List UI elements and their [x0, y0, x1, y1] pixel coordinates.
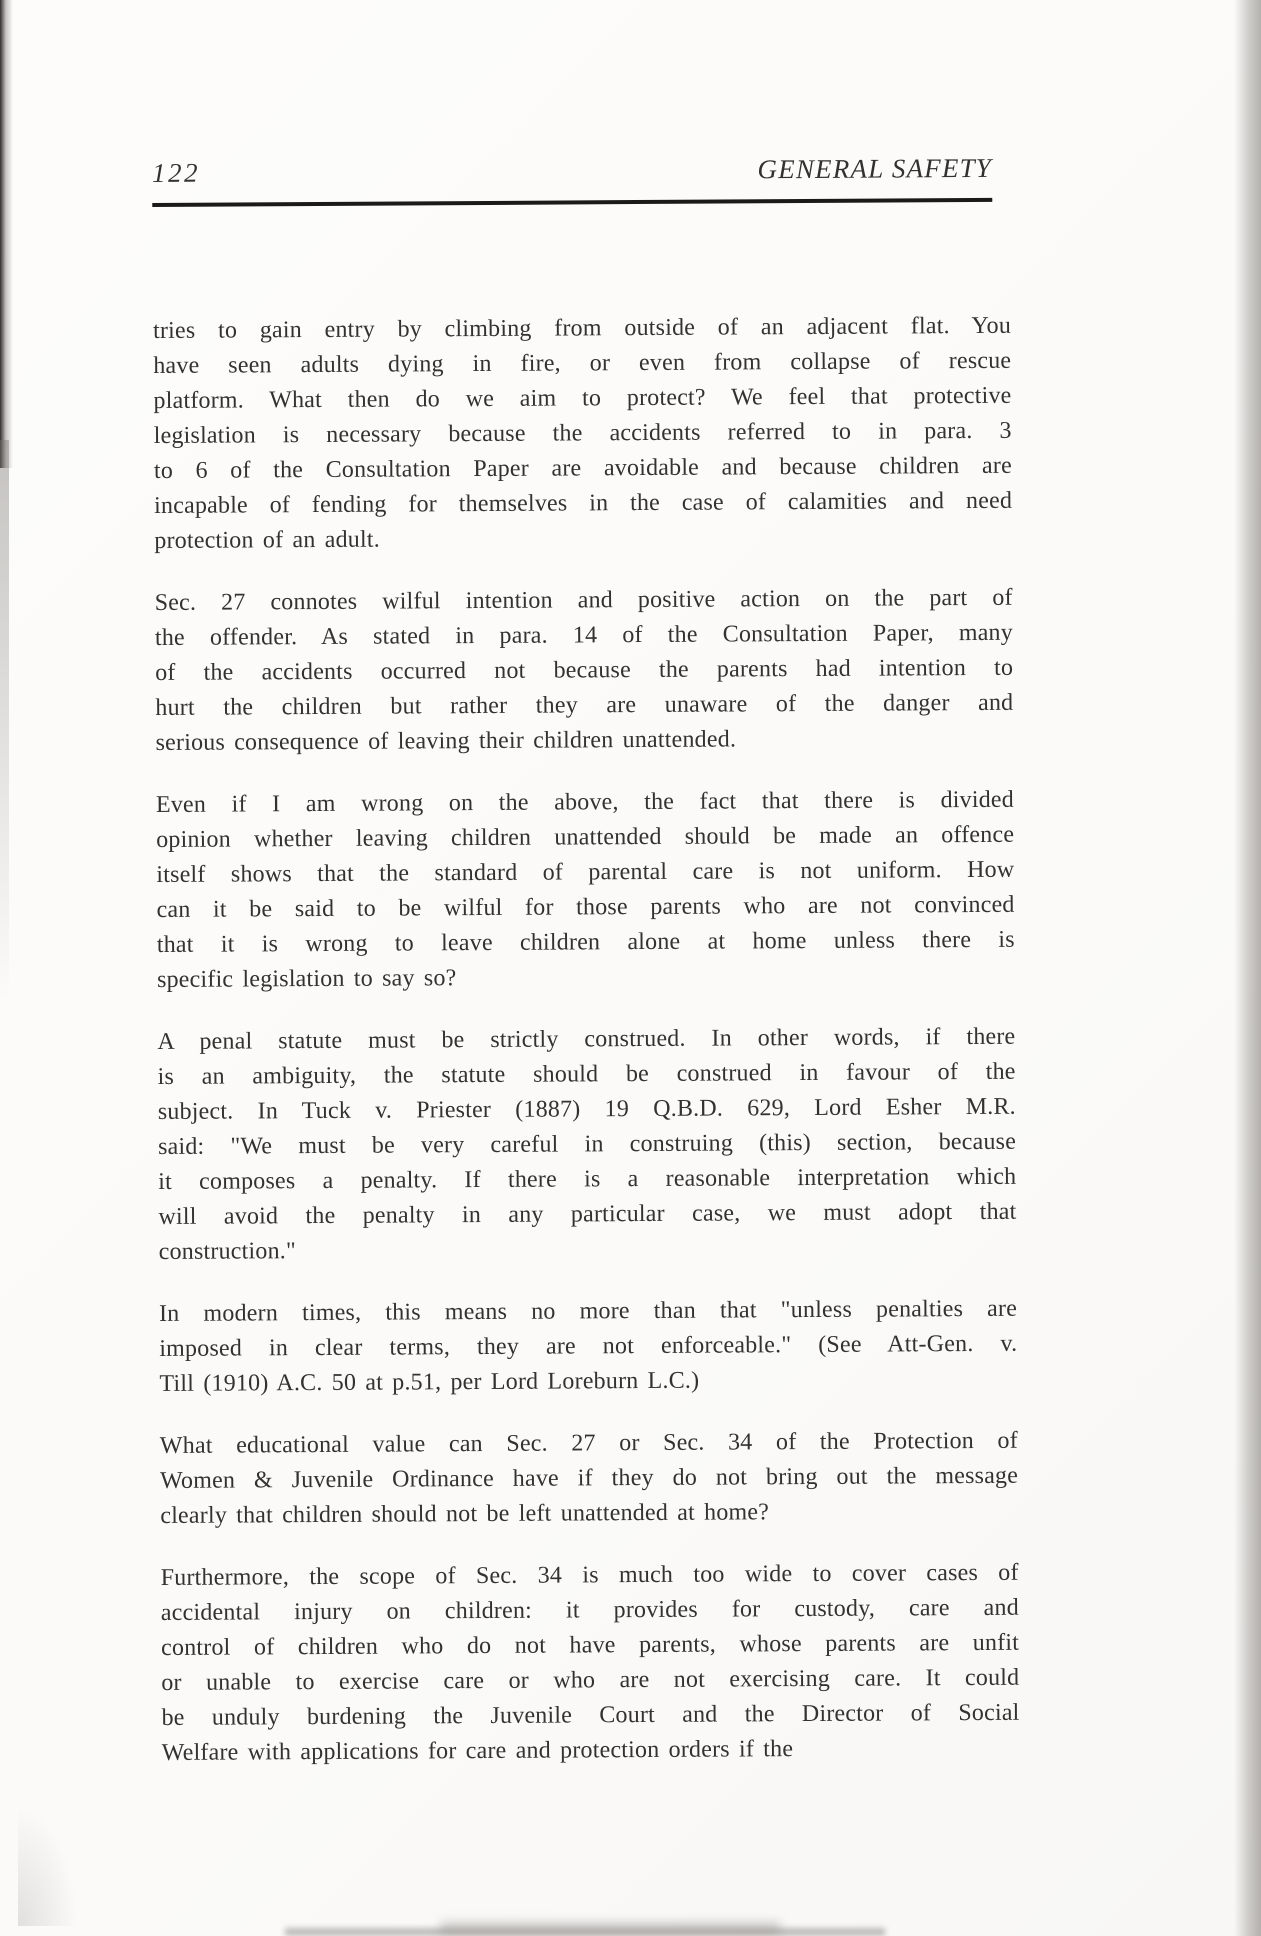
text-line: Furthermore, the scope of Sec. 34 is much too wide to cover cases of: [160, 1559, 1019, 1591]
text-line: the offender. As stated in para. 14 of the Consultation Paper, many: [154, 619, 1013, 651]
scan-smudge-bottom-2: [440, 1922, 780, 1934]
text-line: be unduly burdening the Juvenile Court and the Director of Social: [161, 1699, 1020, 1731]
text-line: can it be said to be wilful for those parents who are not convinced: [156, 891, 1015, 923]
text-line: legislation is necessary because the accidents referred to in para. 3: [153, 417, 1012, 449]
text-line: Till (1910) A.C. 50 at p.51, per Lord Loreburn L.C.): [159, 1367, 700, 1397]
page-header: [152, 153, 992, 189]
text-line: that it is wrong to leave children alone at home unless there is: [156, 926, 1015, 958]
text-line: have seen adults dying in fire, or even from collapse of rescue: [153, 347, 1012, 379]
text-line: serious consequence of leaving their children unattended.: [155, 726, 737, 756]
paragraph-4: [157, 1020, 1016, 1270]
text-line: or unable to exercise care or who are not exercising care. It could: [161, 1664, 1020, 1696]
text-line: imposed in clear terms, they are not enforceable." (See Att-Gen. v.: [159, 1330, 1018, 1362]
paragraph-2: [155, 581, 1014, 761]
paragraph-7: [161, 1556, 1020, 1771]
scan-edge-left-lower: [0, 440, 9, 1000]
paragraph-1: [153, 309, 1012, 559]
text-line: What educational value can Sec. 27 or Sec. 34 of the Protection of: [159, 1427, 1018, 1459]
text-line: In modern times, this means no more than that "unless penalties are: [158, 1295, 1018, 1327]
page-body: [153, 309, 1020, 1771]
scan-edge-left: [0, 0, 13, 468]
text-line: platform. What then do we aim to protect? We feel that protective: [153, 382, 1012, 414]
text-line: Sec. 27 connotes wilful intention and positive action on the part of: [154, 584, 1013, 616]
text-line: construction.": [158, 1238, 297, 1265]
text-line: hurt the children but rather they are unaware of the danger and: [155, 689, 1014, 721]
text-line: clearly that children should not be left unattended at home?: [160, 1499, 770, 1529]
text-line: itself shows that the standard of parental care is not uniform. How: [156, 856, 1015, 888]
text-line: is an ambiguity, the statute should be construed in favour of the: [157, 1058, 1016, 1090]
scan-corner-shadow: [18, 1806, 78, 1926]
page-number: 122: [152, 157, 201, 188]
text-line: incapable of fending for themselves in the case of calamities and need: [154, 487, 1013, 519]
paragraph-3: [156, 783, 1015, 998]
paragraph-5: [159, 1292, 1018, 1402]
paragraph-6: [160, 1424, 1019, 1534]
text-line: opinion whether leaving children unattended should be made an offence: [156, 821, 1015, 853]
text-line: control of children who do not have parents, whose parents are unfit: [161, 1629, 1020, 1661]
text-line: Even if I am wrong on the above, the fact that there is divided: [155, 786, 1015, 818]
text-line: will avoid the penalty in any particular case, we must adopt that: [158, 1198, 1017, 1230]
text-line: of the accidents occurred not because the parents had intention to: [155, 654, 1014, 686]
text-line: A penal statute must be strictly construed. In other words, if there: [157, 1023, 1016, 1055]
text-line: it composes a penalty. If there is a reasonable interpretation which: [158, 1163, 1017, 1195]
page-content: [152, 153, 1020, 1798]
text-line: Women & Juvenile Ordinance have if they do not bring out the message: [160, 1462, 1019, 1494]
header-rule: [152, 198, 992, 207]
text-line: Welfare with applications for care and protection orders if the: [161, 1736, 794, 1766]
text-line: subject. In Tuck v. Priester (1887) 19 Q.B.D. 629, Lord Esher M.R.: [157, 1093, 1016, 1125]
scan-edge-right: [1234, 0, 1261, 1936]
running-header: GENERAL SAFETY: [757, 152, 993, 185]
text-line: tries to gain entry by climbing from outside of an adjacent flat. You: [152, 312, 1012, 344]
text-line: protection of an adult.: [154, 526, 380, 554]
text-line: to 6 of the Consultation Paper are avoidable and because children are: [153, 452, 1012, 484]
text-line: said: "We must be very careful in construing (this) section, because: [157, 1128, 1017, 1160]
text-line: accidental injury on children: it provides for custody, care and: [160, 1594, 1019, 1626]
text-line: specific legislation to say so?: [156, 965, 457, 993]
